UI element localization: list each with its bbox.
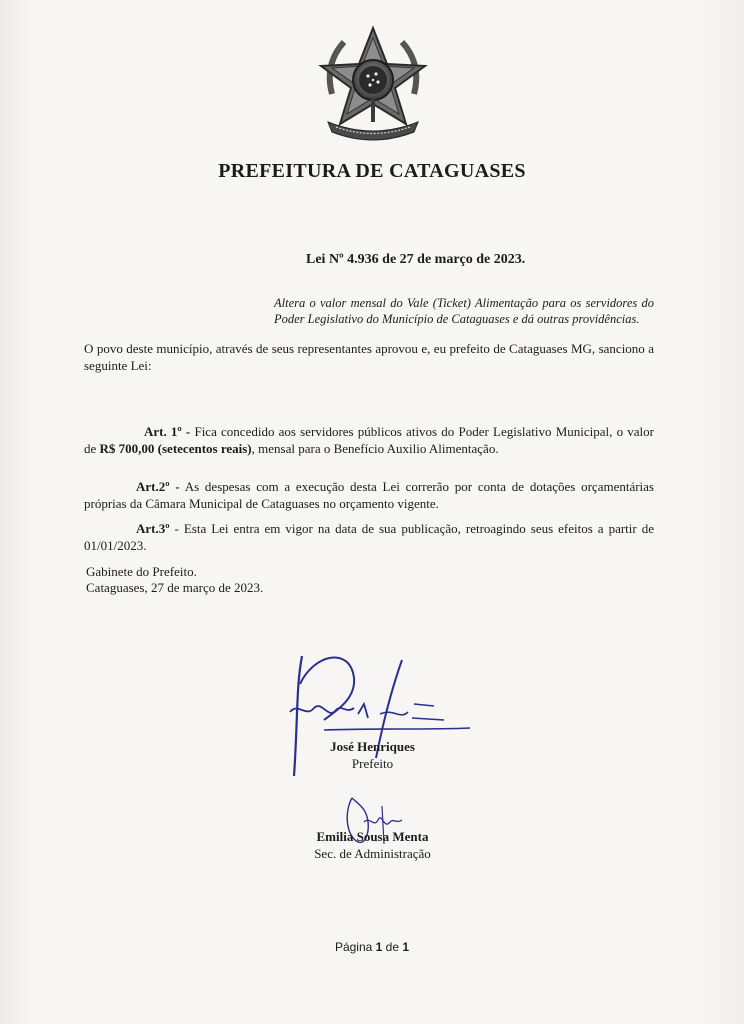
page-footer xyxy=(0,940,744,954)
city-hall-title: PREFEITURA DE CATAGUASES xyxy=(218,160,526,182)
secretary-signature-block xyxy=(300,828,445,862)
article-2-label: Art.2º - xyxy=(136,479,180,494)
secretary-name: Emilia Sousa Menta xyxy=(316,829,429,844)
closing-office: Gabinete do Prefeito. xyxy=(86,564,197,579)
article-3-text: - Esta Lei entra em vigor na data de sua publicação, retroagindo seus efeitos a partir de 01/01/2023. xyxy=(84,521,654,553)
closing-place-date: Cataguases, 27 de março de 2023. xyxy=(86,580,264,595)
article-1-text-b: , mensal para o Benefício Auxilio Alimentação. xyxy=(251,441,499,456)
coat-of-arms-emblem xyxy=(314,24,432,142)
secretary-role: Sec. de Administração xyxy=(314,846,431,861)
article-2 xyxy=(84,478,654,512)
closing-block xyxy=(86,564,263,596)
page-total: 1 xyxy=(402,940,410,954)
page-label: Página xyxy=(334,940,376,954)
preamble-paragraph: O povo deste município, através de seus representantes aprovou e, eu prefeito de Cataguases MG, sanciono a seguinte Lei: xyxy=(84,341,654,373)
page-number: 1 xyxy=(375,940,383,954)
article-1-text-a: Fica concedido aos servidores públicos ativos do Poder Legislativo Municipal, o valor de xyxy=(84,424,655,456)
article-3 xyxy=(84,520,654,554)
mayor-name: José Henriques xyxy=(330,739,415,754)
article-2-text: As despesas com a execução desta Lei correrão por conta de dotações orçamentárias próprias da Câmara Municipal de Cataguases no orçamento vigente. xyxy=(84,479,654,511)
article-3-label: Art.3º xyxy=(136,521,170,536)
law-summary: Altera o valor mensal do Vale (Ticket) Alimentação para os servidores do Poder Legislativo do Município de Cataguases e dá outras providências. xyxy=(274,296,654,326)
mayor-signature-block xyxy=(300,738,445,772)
mayor-role: Prefeito xyxy=(351,756,394,771)
article-1-amount: R$ 700,00 (setecentos reais) xyxy=(99,441,252,456)
article-1-label: Art. 1º - xyxy=(144,424,191,439)
law-title: Lei Nº 4.936 de 27 de março de 2023. xyxy=(306,252,526,267)
page-of: de xyxy=(382,940,403,954)
article-1 xyxy=(84,423,654,457)
